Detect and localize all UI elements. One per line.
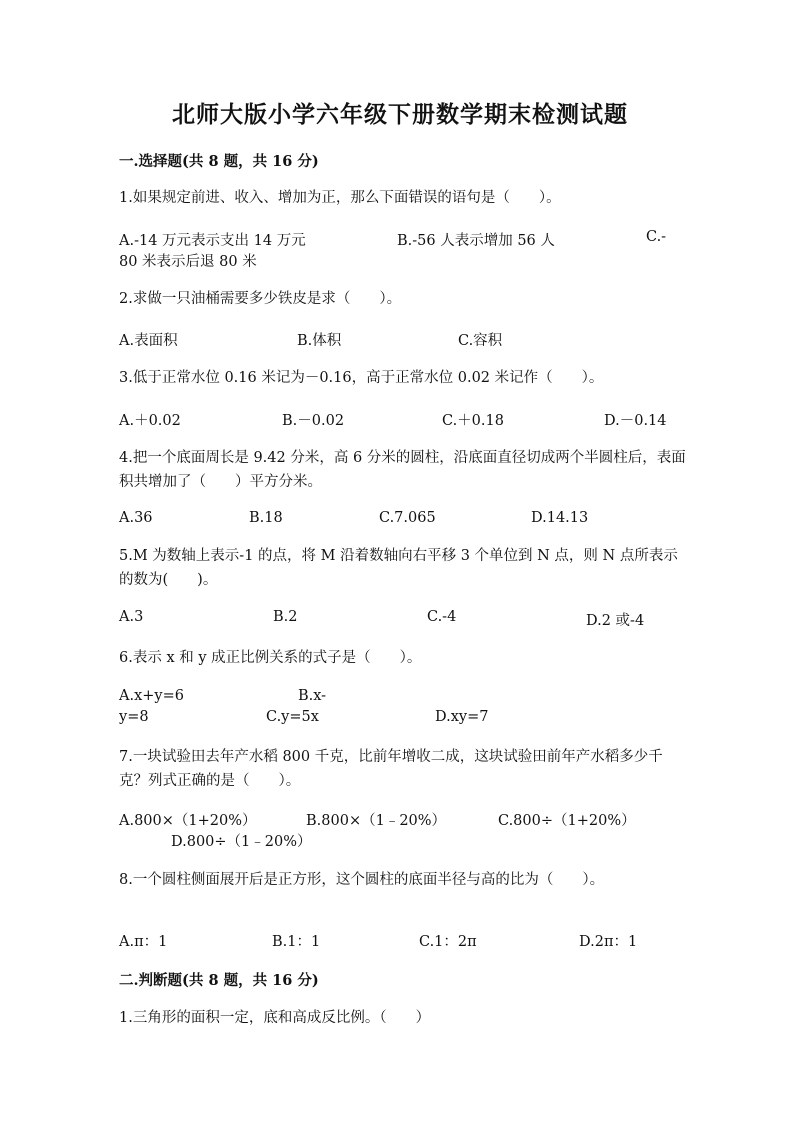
question-4-option-c: C.7.065	[379, 510, 436, 526]
question-5-option-b: B.2	[273, 609, 298, 625]
question-2-option-a: A.表面积	[119, 333, 178, 349]
question-5-stem: 5.M 为数轴上表示-1 的点，将 M 沿着数轴向右平移 3 个单位到 N 点，则 N 点所表示的数为( )。	[119, 548, 678, 588]
question-4-option-b: B.18	[249, 510, 283, 526]
question-1-option-b: B.-56 人表示增加 56 人	[397, 233, 555, 249]
question-4-stem: 4.把一个底面周长是 9.42 分米，高 6 分米的圆柱，沿底面直径切成两个半圆柱后，表面积共增加了（ ）平方分米。	[119, 450, 686, 490]
question-8-option-c: C.1：2π	[419, 934, 477, 950]
question-3-option-b: B.－0.02	[282, 413, 345, 429]
judgement-question-1-stem: 1.三角形的面积一定，底和高成反比例。（ ）	[119, 1010, 431, 1026]
question-5-option-a: A.3	[119, 609, 144, 625]
question-8-option-b: B.1：1	[272, 934, 321, 950]
page-title: 北师大版小学六年级下册数学期末检测试题	[172, 101, 628, 128]
question-4-option-d: D.14.13	[531, 510, 589, 526]
question-3-option-c: C.＋0.18	[442, 413, 504, 429]
question-5-option-c: C.-4	[427, 609, 457, 625]
question-7-option-a: A.800×（1+20%）	[119, 813, 257, 829]
question-6-option-b: B.x-	[298, 688, 327, 704]
question-2-stem: 2.求做一只油桶需要多少铁皮是求（ ）。	[119, 291, 402, 307]
question-3-stem: 3.低于正常水位 0.16 米记为－0.16，高于正常水位 0.02 米记作（ ）。	[119, 370, 604, 386]
question-7-option-b: B.800×（1﹣20%）	[306, 813, 447, 829]
question-6-option-c: C.y=5x	[266, 709, 319, 725]
question-6-option-a: A.x+y=6	[119, 688, 184, 704]
question-1-option-c-continued: 80 米表示后退 80 米	[119, 254, 257, 270]
question-7-option-c: C.800÷（1+20%）	[498, 813, 636, 829]
question-2-option-b: B.体积	[297, 333, 342, 349]
question-5-option-d: D.2 或-4	[586, 613, 645, 629]
question-8-option-a: A.π：1	[119, 934, 168, 950]
question-1-option-c: C.-	[646, 229, 667, 245]
question-2-option-c: C.容积	[458, 333, 503, 349]
question-8-option-d: D.2π：1	[579, 934, 638, 950]
question-3-option-d: D.－0.14	[604, 413, 667, 429]
question-6-option-b-continued: y=8	[119, 709, 149, 725]
question-3-option-a: A.＋0.02	[119, 413, 181, 429]
section-heading-choice: 一.选择题(共 8 题，共 16 分)	[119, 153, 319, 170]
question-7-stem: 7.一块试验田去年产水稻 800 千克，比前年增收二成，这块试验田前年产水稻多少千克？列式正确的是（ ）。	[119, 749, 663, 789]
question-6-option-d: D.xy=7	[435, 709, 489, 725]
question-8-stem: 8.一个圆柱侧面展开后是正方形，这个圆柱的底面半径与高的比为（ ）。	[119, 872, 605, 888]
question-4-option-a: A.36	[119, 510, 153, 526]
question-1-option-a: A.-14 万元表示支出 14 万元	[119, 233, 306, 249]
question-6-stem: 6.表示 x 和 y 成正比例关系的式子是（ ）。	[119, 650, 422, 666]
section-heading-judgement: 二.判断题(共 8 题，共 16 分)	[119, 972, 319, 989]
question-7-option-d: D.800÷（1﹣20%）	[171, 834, 312, 850]
question-1-stem: 1.如果规定前进、收入、增加为正，那么下面错误的语句是（ ）。	[119, 190, 561, 206]
